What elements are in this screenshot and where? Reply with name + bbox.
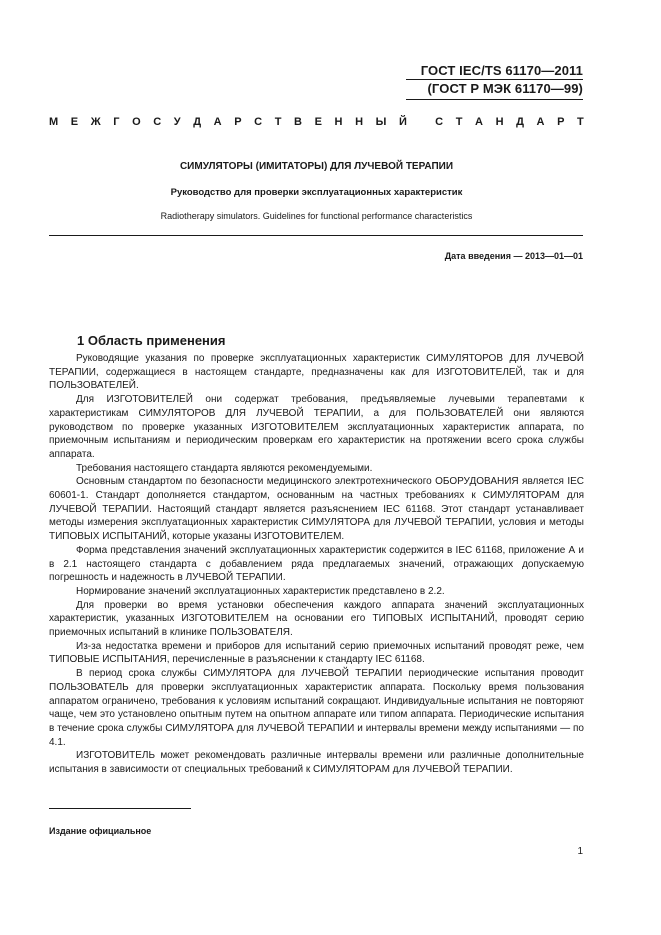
banner-letter: А <box>475 116 483 128</box>
header-rule-1 <box>406 79 583 80</box>
banner-letter: С <box>435 116 444 128</box>
banner-letter: Й <box>398 116 407 128</box>
banner-letter: Н <box>334 116 343 128</box>
banner-letter: В <box>294 116 302 128</box>
document-subtitle: Руководство для проверки эксплуатационных характеристик <box>170 187 463 198</box>
edition-label: Издание официальное <box>49 826 152 836</box>
standard-code-alt: (ГОСТ Р МЭК 61170—99) <box>427 81 583 96</box>
english-title: Radiotherapy simulators. Guidelines for functional performance characteristics <box>160 211 473 221</box>
banner-letter: С <box>254 116 263 128</box>
banner-letter: Г <box>113 116 120 128</box>
banner-letter: Р <box>234 116 242 128</box>
banner-letter: Д <box>193 116 202 128</box>
document-title: СИМУЛЯТОРЫ (ИМИТАТОРЫ) ДЛЯ ЛУЧЕВОЙ ТЕРАПИИ <box>179 161 454 172</box>
page-number: 1 <box>577 846 583 857</box>
banner-letter: Ы <box>375 116 387 128</box>
paragraph: Из-за недостатка времени и приборов для испытаний серию приемочных испытаний проводят реже, чем ТИПОВЫЕ ИСПЫТАНИЯ, перечисленные в разъяснении к стандарту IEC 61168. <box>49 640 584 666</box>
section-body <box>49 352 584 777</box>
banner-letter: М <box>49 116 59 128</box>
paragraph: В период срока службы СИМУЛЯТОРА для ЛУЧЕВОЙ ТЕРАПИИ периодические испытания проводит ПОЛЬЗОВАТЕЛЬ для проверки эксплуатационных характеристик аппарата. Поскольку время пользования аппаратом ограничено, требования к условиям испытаний сокращают. Индивидуальные испытания не повторяют чаще, чем это установлено опытным путем на опытном аппарате или типом аппарата. Периодические испытания в течение срока службы СИМУЛЯТОРА для ЛУЧЕВОЙ ТЕРАПИИ и интервалы времени между испытаниями — по 4.1. <box>49 668 584 748</box>
introduction-date: Дата введения — 2013—01—01 <box>444 251 583 261</box>
paragraph: Требования настоящего стандарта являются рекомендуемыми. <box>76 462 373 474</box>
interstate-standard-banner <box>49 116 584 128</box>
banner-letter: Т <box>274 116 282 128</box>
banner-letter: Т <box>577 116 584 128</box>
banner-letter: О <box>132 116 141 128</box>
standard-code: ГОСТ IEC/TS 61170—2011 <box>420 63 583 78</box>
paragraph: Для проверки во время установки обеспечения каждого аппарата значений эксплуатационных характеристик, указанных ИЗГОТОВИТЕЛЕМ на основании его ТИПОВЫХ ИСПЫТАНИЙ, проводят серию приемочных испытаний в клинике ПОЛЬЗОВАТЕЛЯ. <box>49 599 584 639</box>
banner-letter: У <box>173 116 181 128</box>
banner-letter: Т <box>455 116 463 128</box>
paragraph: ИЗГОТОВИТЕЛЬ может рекомендовать различные интервалы времени или различные дополнительные испытания в зависимости от специальных требований к СИМУЛЯТОРАМ для ЛУЧЕВОЙ ТЕРАПИИ. <box>49 750 584 776</box>
banner-letter: Д <box>516 116 524 128</box>
paragraph: Для ИЗГОТОВИТЕЛЕЙ они содержат требования, предъявляемые лучевыми терапевтами к характеристикам СИМУЛЯТОРОВ ДЛЯ ЛУЧЕВОЙ ТЕРАПИИ, а для ПОЛЬЗОВАТЕЛЕЙ они являются руководством по проверке указанных ИЗГОТОВИТЕЛЕМ эксплуатационных характеристик аппарата, по приемочным испытаниям и периодическим проверкам его характеристик на протяжении всего срока службы аппарата. <box>49 394 584 460</box>
banner-letter: А <box>213 116 222 128</box>
paragraph: Форма представления значений эксплуатационных характеристик содержится в IEC 61168, приложение А и в 2.1 настоящего стандарта с добавлением ряда предлагаемых значений, отражающих допускаемую погрешность и надежность в ЛУЧЕВОЙ ТЕРАПИИ. <box>49 544 584 584</box>
banner-letter: Е <box>314 116 322 128</box>
banner-letter: Н <box>495 116 504 128</box>
banner-letter: Н <box>355 116 364 128</box>
paragraph: Основным стандартом по безопасности медицинского электротехнического ОБОРУДОВАНИЯ является IEC 60601-1. Стандарт дополняется стандартом, основанным на частных требованиях к СИМУЛЯТОРАМ для ЛУЧЕВОЙ ТЕРАПИИ. Настоящий стандарт является разъяснением IEC 61168. Этот стандарт устанавливает методы измерения эксплуатационных характеристик СИМУЛЯТОРА для ЛУЧЕВОЙ ТЕРАПИИ, условия и методы ТИПОВЫХ ИСПЫТАНИЙ, которые указаны ИЗГОТОВИТЕЛЕМ. <box>49 476 584 543</box>
section-heading: 1 Область применения <box>77 333 226 348</box>
paragraph: Нормирование значений эксплуатационных характеристик представлено в 2.2. <box>76 585 445 597</box>
paragraph: Руководящие указания по проверке эксплуатационных характеристик СИМУЛЯТОРОВ ДЛЯ ЛУЧЕВОЙ ТЕРАПИИ, содержащиеся в настоящем стандарте, предназначены как для ИЗГОТОВИТЕЛЕЙ, так и для ПОЛЬЗОВАТЕЛЕЙ. <box>49 353 584 392</box>
footer-rule <box>49 808 191 809</box>
banner-letter: Ж <box>90 116 101 128</box>
banner-letter: А <box>536 116 545 128</box>
banner-letter: Р <box>557 116 565 128</box>
banner-letter <box>419 116 422 128</box>
banner-letter: С <box>153 116 162 128</box>
header-rule-2 <box>406 99 583 100</box>
banner-letter: Е <box>70 116 79 128</box>
title-divider <box>49 235 583 236</box>
